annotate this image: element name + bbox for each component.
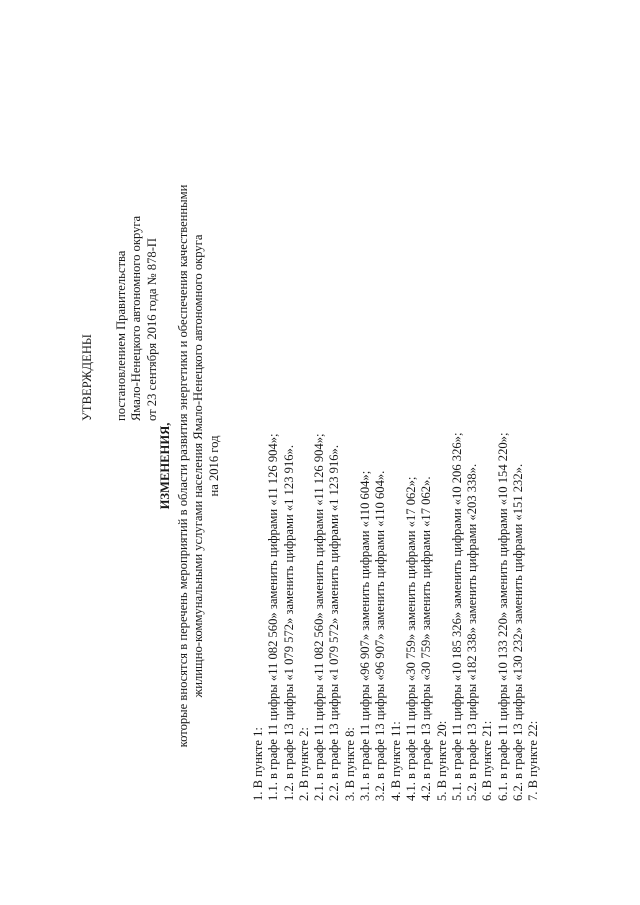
list-item: 7. В пункте 22: [526,720,541,801]
list-item: 3. В пункте 8: [342,727,357,801]
amendment-list [251,131,542,801]
list-item: 2.2. в графе 13 цифры «1 079 572» заменить цифрами «1 123 916». [327,445,342,801]
list-item: 2.1. в графе 11 цифры «11 082 560» заменить цифрами «11 126 904»; [312,433,327,801]
title-line: которые вносятся в перечень мероприятий в области развития энергетики и обеспечения качественными [175,184,190,748]
rotated-sheet [50,121,590,811]
approval-line: постановлением Правительства [113,250,128,421]
list-item: 3.2. в графе 13 цифры «96 907» заменить цифрами «110 604». [373,470,388,801]
title-line: жилищно-коммунальными услугами населения Ямало-Ненецкого автономного округа [191,234,205,698]
list-item: 3.1. в графе 11 цифры «96 907» заменить цифрами «110 604»; [358,470,373,801]
list-item: 1.1. в графе 11 цифры «11 082 560» заменить цифрами «11 126 904»; [266,433,281,801]
approval-block [80,121,160,421]
list-item: 4.2. в графе 13 цифры «30 759» заменить цифрами «17 062». [419,476,434,801]
approval-line: от 23 сентября 2016 года № 878-П [144,238,159,421]
list-item: 6.1. в графе 11 цифры «10 133 220» заменить цифрами «10 154 220»; [495,432,510,801]
list-item: 5.2. в графе 13 цифры «182 338» заменить цифрами «203 338». [465,463,480,801]
list-item: 6. В пункте 21: [480,720,495,801]
list-item: 4.1. в графе 11 цифры «30 759» заменить цифрами «17 062»; [403,476,418,801]
list-item: 1. В пункте 1: [251,727,265,801]
title-block [158,121,222,811]
title-line: на 2016 год [206,435,221,497]
list-item: 4. В пункте 11: [388,721,403,801]
list-item: 2. В пункте 2: [296,727,311,801]
approval-line: Ямало-Ненецкого автономного округа [129,215,143,421]
approval-stamp: УТВЕРЖДЕНЫ [80,334,94,421]
list-item: 5. В пункте 20: [434,720,449,801]
list-item: 6.2. в графе 13 цифры «130 232» заменить цифрами «151 232». [511,463,526,801]
list-item: 1.2. в графе 13 цифры «1 079 572» заменить цифрами «1 123 916». [281,445,296,801]
list-item: 5.1. в графе 11 цифры «10 185 326» заменить цифрами «10 206 326»; [449,432,464,801]
document-heading: ИЗМЕНЕНИЯ, [158,422,172,510]
